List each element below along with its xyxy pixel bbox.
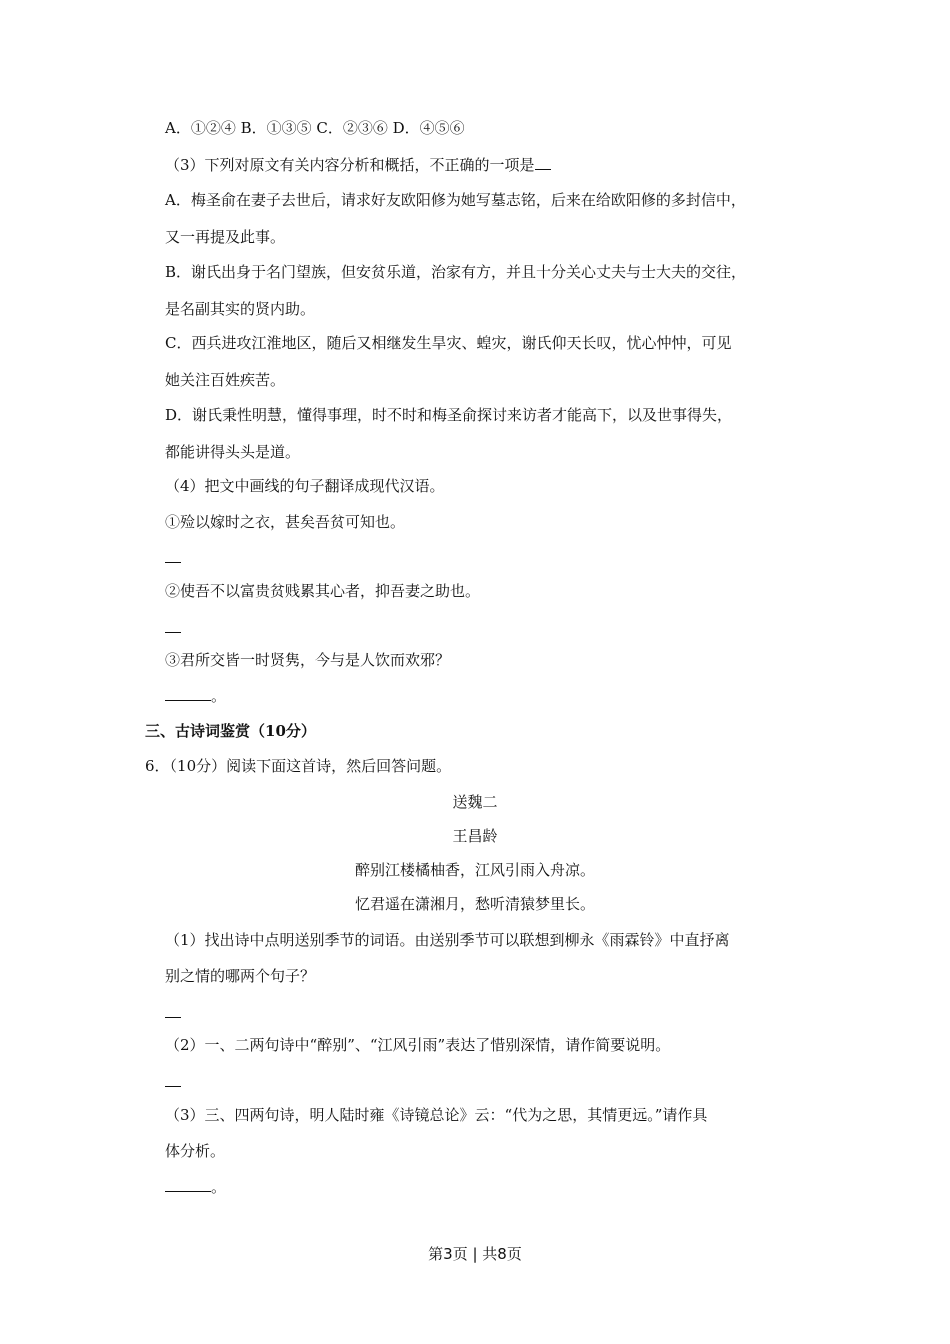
answer-line: [165, 686, 226, 706]
answer-line: [165, 1072, 181, 1092]
q5-sub3-option-d-line1: D．谢氏秉性明慧，懂得事理，时不时和梅圣俞探讨来访者才能高下，以及世事得失，: [165, 406, 733, 424]
q6-sub2: （2）一、二两句诗中“醉别”、“江风引雨”表达了惜别深情，请作简要说明。: [165, 1036, 671, 1054]
answer-blank: [165, 548, 181, 563]
answer-line: [165, 1003, 181, 1023]
q5-sub4-sentence-1: ①殓以嫁时之衣，甚矣吾贫可知也。: [165, 513, 406, 531]
end-mark: 。: [211, 1178, 227, 1196]
q5-sub3-option-c-line1: C．西兵进攻江淮地区，随后又相继发生旱灾、蝗灾，谢氏仰天长叹，忧心忡忡，可见: [165, 334, 732, 352]
poem-title: 送魏二: [452, 793, 498, 811]
answer-blank: [165, 1072, 181, 1087]
page-footer: 第3页 | 共8页: [428, 1245, 522, 1263]
answer-blank: [165, 1003, 181, 1018]
q6-sub3-line2: 体分析。: [165, 1142, 226, 1160]
q6-sub3-line1: （3）三、四两句诗，明人陆时雍《诗镜总论》云：“代为之思，其情更远。”请作具: [165, 1106, 708, 1124]
answer-blank: [535, 155, 551, 170]
q5-sub4-sentence-2: ②使吾不以富贵贫贱累其心者，抑吾妻之助也。: [165, 582, 481, 600]
answer-line: [165, 618, 181, 638]
q6-sub1-line1: （1）找出诗中点明送别季节的词语。由送别季节可以联想到柳永《雨霖铃》中直抒离: [165, 931, 730, 949]
poem-line-2: 忆君遥在潇湘月，愁听清猿梦里长。: [354, 895, 595, 913]
q5-sub3-stem-text: （3）下列对原文有关内容分析和概括，不正确的一项是: [165, 156, 535, 174]
answer-blank: [165, 618, 181, 633]
end-mark: 。: [211, 687, 227, 705]
q5-sub3-option-a-line1: A．梅圣俞在妻子去世后，请求好友欧阳修为她写墓志铭，后来在给欧阳修的多封信中，: [165, 191, 746, 209]
q5-options-line: A．①②④ B．①③⑤ C．②③⑥ D．④⑤⑥: [165, 119, 465, 137]
q5-sub3-option-b-line1: B．谢氏出身于名门望族，但安贫乐道，治家有方，并且十分关心丈夫与士大夫的交往，: [165, 263, 747, 281]
q6-sub1-line2: 别之情的哪两个句子？: [165, 967, 316, 985]
answer-blank: [165, 1177, 211, 1192]
q5-sub3-option-c-line2: 她关注百姓疾苦。: [165, 371, 286, 389]
answer-blank: [165, 686, 211, 701]
q6-stem: 6．（10分）阅读下面这首诗，然后回答问题。: [145, 757, 452, 775]
q5-sub3-option-d-line2: 都能讲得头头是道。: [165, 443, 301, 461]
q5-sub3-stem: [165, 155, 551, 175]
q5-sub4-stem: （4）把文中画线的句子翻译成现代汉语。: [165, 477, 445, 495]
answer-line: [165, 1177, 226, 1197]
section-heading: 三、古诗词鉴赏（10分）: [145, 722, 316, 740]
q5-sub3-option-a-line2: 又一再提及此事。: [165, 228, 286, 246]
poem-line-1: 醉别江楼橘柚香，江风引雨入舟凉。: [354, 861, 595, 879]
q5-sub4-sentence-3: ③君所交皆一时贤隽，今与是人饮而欢邪？: [165, 651, 451, 669]
poem-author: 王昌龄: [452, 827, 498, 845]
q5-sub3-option-b-line2: 是名副其实的贤内助。: [165, 300, 316, 318]
answer-line: [165, 548, 181, 568]
